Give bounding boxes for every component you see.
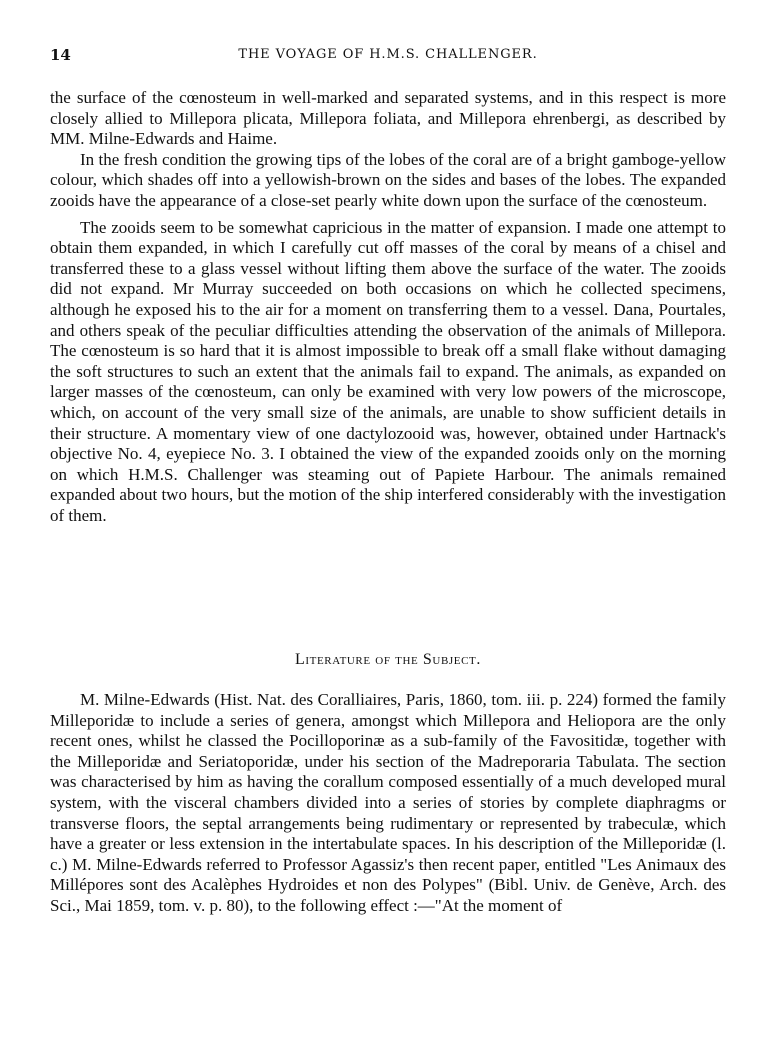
paragraph-coloration: In the fresh condition the growing tips of the lobes of the coral are of a bright gamboge-yellow colour, which shades off into a yellowish-brown on the sides and bases of the lobes. The expanded zooids have the appearance of a close-set pearly white down upon the surface of the cœnosteum.: [50, 149, 726, 210]
paragraph-literature: M. Milne-Edwards (Hist. Nat. des Coralliaires, Paris, 1860, tom. iii. p. 224) formed the family Milleporidæ to include a series of genera, amongst which Millepora and Heliopora are the only recent ones, whilst he classed the Pocilloporinæ as a sub-family of the Favositidæ, together with the Milleporidæ and Seriatoporidæ, under his section of the Madreporaria Tabulata. The section was characterised by him as having the corallum composed essentially of a much developed mural system, with the visceral chambers divided into a series of stories by complete diaphragms or transverse floors, the septal arrangements being rudimentary or represented by trabeculæ, which have a greater or less extension in the intertabulate spaces. In his description of the Milleporidæ (l. c.) M. Milne-Edwards referred to Professor Agassiz's then recent paper, entitled "Les Animaux des Millépores sont des Acalèphes Hydroides et non des Polypes" (Bibl. Univ. de Genève, Arch. des Sci., Mai 1859, tom. v. p. 80), to the following effect :—"At the moment of: [50, 690, 726, 915]
body-text: [50, 88, 726, 526]
section-heading: [50, 651, 726, 669]
page-header: [50, 46, 726, 72]
paragraph-continued: the surface of the cœnosteum in well-marked and separated systems, and in this respect is more closely allied to Millepora plicata, Millepora foliata, and Millepora ehrenbergi, as described by MM. Milne-Edwards and Haime.: [50, 88, 726, 149]
literature-text: [50, 690, 726, 917]
running-title: THE VOYAGE OF H.M.S. CHALLENGER.: [238, 47, 538, 62]
section-heading-text: Literature of the Subject.: [295, 651, 481, 668]
page-number: 14: [50, 46, 71, 64]
paragraph-zooid-expansion: The zooids seem to be somewhat capricious in the matter of expansion. I made one attempt to obtain them expanded, in which I carefully cut off masses of the coral by means of a chisel and transferred these to a glass vessel without lifting them above the surface of the water. The zooids did not expand. Mr Murray succeeded on both occasions on which he collected specimens, although he exposed his to the air for a moment on transferring them to a vessel. Dana, Pourtales, and others speak of the peculiar difficulties attending the observation of the animals of Millepora. The cœnosteum is so hard that it is almost impossible to break off a small flake without damaging the soft structures to such an extent that the animals fail to expand. The animals, as expanded on larger masses of the cœnosteum, can only be examined with very low powers of the microscope, which, on account of the very small size of the animals, are unable to show sufficient details in their structure. A momentary view of one dactylozooid was, however, obtained under Hartnack's objective No. 4, eyepiece No. 3. I obtained the view of the expanded zooids only on the morning on which H.M.S. Challenger was steaming out of Papiete Harbour. The animals remained expanded about two hours, but the motion of the ship interfered considerably with the investigation of them.: [50, 217, 726, 525]
